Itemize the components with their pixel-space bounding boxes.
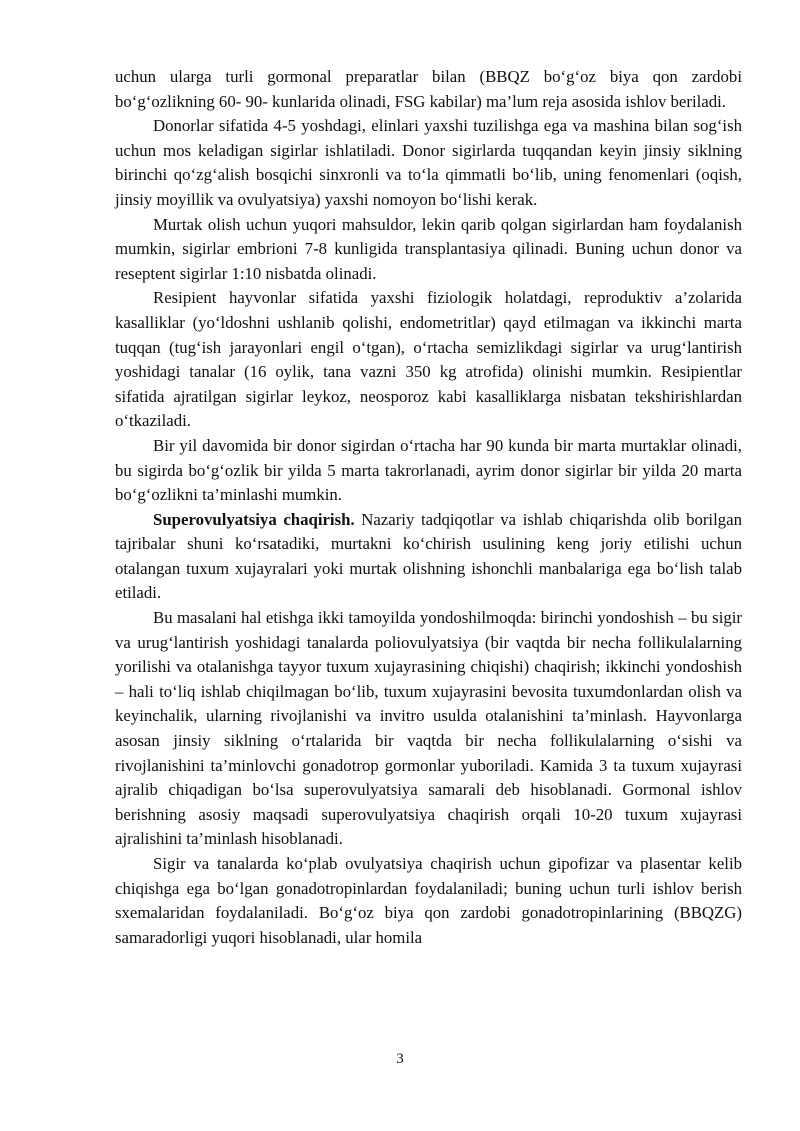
paragraph-annual-collection: Bir yil davomida bir donor sigirdan o‘rtacha har 90 kunda bir marta murtaklar olinadi, bu sigirda bo‘g‘ozlik bir yilda 5 marta takrorlanadi, ayrim donor sigirlar bir yilda 20 marta bo‘g‘ozlikni ta’minlashi mumkin. xyxy=(115,435,742,505)
paragraph-embryo-collection: Murtak olish uchun yuqori mahsuldor, lekin qarib qolgan sigirlardan ham foydalanish mumkin, sigirlar embrioni 7-8 kunligida transplantasiya qilinadi. Buning uchun donor va reseptent sigirlar 1:10 nisbatda olinadi. xyxy=(115,214,742,283)
paragraph-recipients: Resipient hayvonlar sifatida yaxshi fiziologik holatdagi, reproduktiv a’zolarida kasalliklar (yo‘ldoshni ushlanib qolishi, endometritlar) qayd etilmagan va ikkinchi marta tuqqan (tug‘ish jarayonlari engil o‘tgan), o‘rtacha semizlikdagi sigirlar va urug‘lantirish yoshidagi tanalar (16 oylik, tana vazni 350 kg atrofida) olinishi mumkin. Resipientlar sifatida ajratilgan sigirlar leykoz, neosporoz kabi kasalliklarga nisbatan tekshirishlardan o‘tkaziladi. xyxy=(115,288,742,431)
paragraph-continuation: uchun ularga turli gormonal preparatlar bilan (BBQZ bo‘g‘oz biya qon zardobi bo‘g‘ozlikning 60- 90- kunlarida olinadi, FSG kabilar) ma’lum reja asosida ishlov beriladi. xyxy=(115,67,742,111)
paragraph-approaches: Bu masalani hal etishga ikki tamoyilda yondoshilmoqda: birinchi yondoshish – bu sigir va urug‘lantirish yoshidagi tanalarda poliovulyatsiya (bir vaqtda bir necha follikulalarning yorilishi va otalanishga tayyor tuxum xujayrasining chiqishi) chaqirish; ikkinchi yondoshish – hali to‘liq ishlab chiqilmagan bo‘lib, tuxum xujayrasini bevosita tuxumdonlardan olish va keyinchalik, ularning rivojlanishi va invitro usulda otalanishini ta’minlash. Hayvonlarga asosan jinsiy siklning o‘rtalarida bir vaqtda bir necha follikulalarning o‘sishi va rivojlanishini ta’minlovchi gonadotrop gormonlar yuboriladi. Kamida 3 ta tuxum xujayrasi ajralib chiqadigan bo‘lsa superovulyatsiya samarali deb hisoblanadi. Gormonal ishlov berishning asosiy maqsadi superovulyatsiya chaqirish orqali 10-20 tuxum xujayrasi ajralishini ta’minlash hisoblanadi. xyxy=(115,608,742,849)
paragraph-gonadotropins: Sigir va tanalarda ko‘plab ovulyatsiya chaqirish uchun gipofizar va plasentar kelib chiqishga ega bo‘lgan gonadotropinlardan foydalaniladi; buning uchun turli ishlov berish sxemalaridan foydalaniladi. Bo‘g‘oz biya qon zardobi gonadotropinlarining (BBQZG) samaradorligi yuqori hisoblanadi, ular homila xyxy=(115,854,742,947)
paragraph-superovulation xyxy=(115,508,742,606)
document-page xyxy=(115,65,742,950)
section-heading: Superovulyatsiya chaqirish. xyxy=(153,509,355,529)
paragraph-donors: Donorlar sifatida 4-5 yoshdagi, elinlari yaxshi tuzilishga ega va mashina bilan sog‘ish uchun mos keladigan sigirlar ishlatiladi. Donor sigirlarda tuqqandan keyin jinsiy siklning birinchi qo‘zg‘alish bosqichi sinxronli va to‘la qimmatli bo‘lib, uning fenomenlari (oqish, jinsiy moyillik va ovulyatsiya) yaxshi nomoyon bo‘lishi kerak. xyxy=(115,116,742,209)
paragraph-superovulation-text: Nazariy tadqiqotlar va ishlab chiqarishda olib borilgan tajribalar shuni ko‘rsatadiki, murtakni ko‘chirish usulining keng joriy etilishi uchun otalangan tuxum xujayralari yoki murtak olishning ishonchli manbalariga ega bo‘lish talab etiladi. xyxy=(115,509,742,603)
page-number: 3 xyxy=(396,1051,404,1067)
